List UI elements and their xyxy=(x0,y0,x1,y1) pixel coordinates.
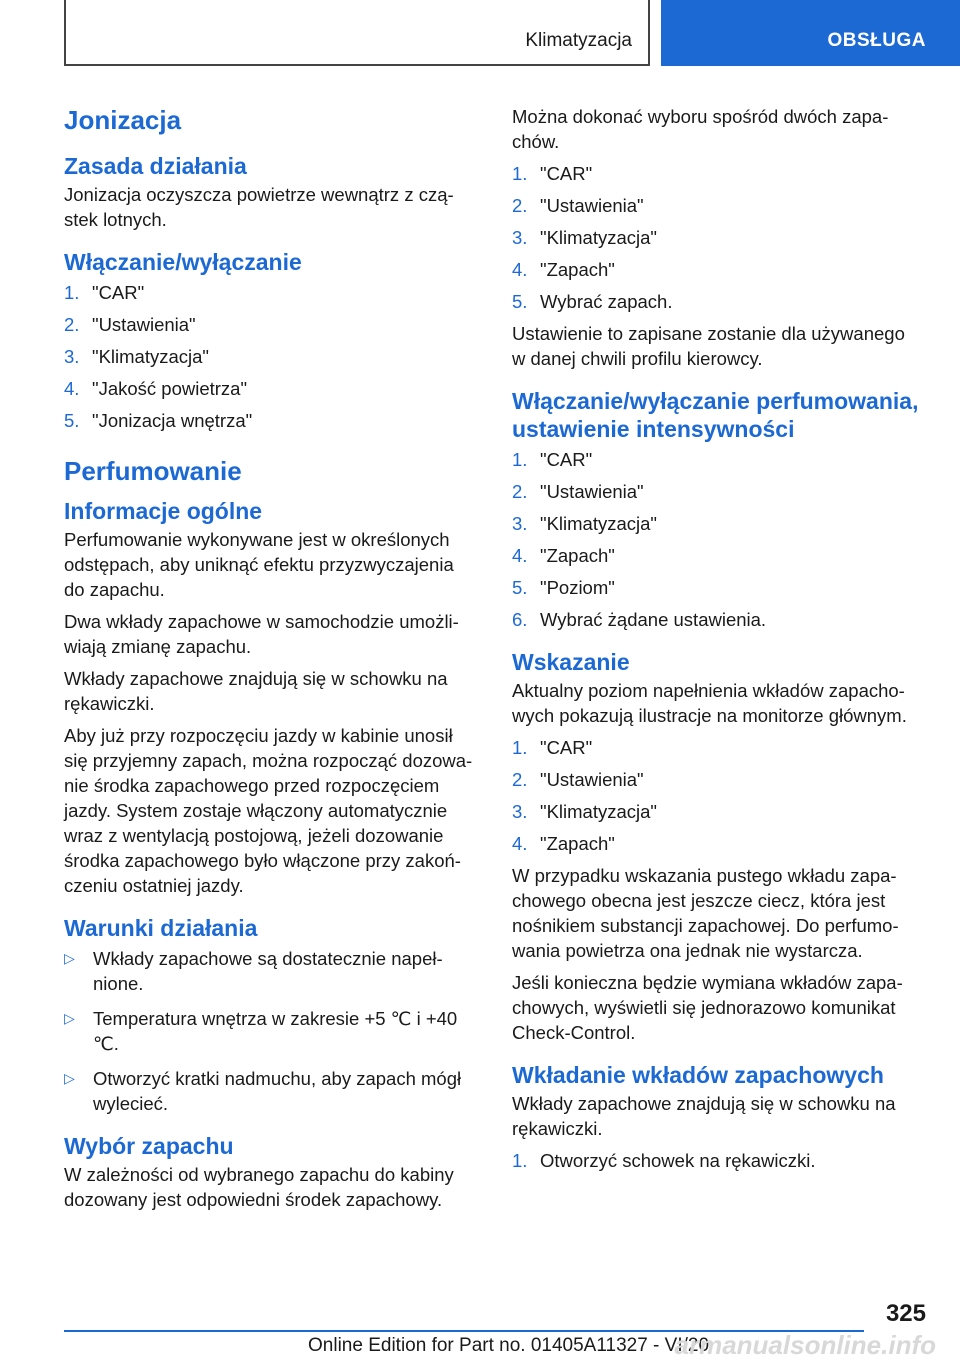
text-intro: Można dokonać wyboru spośród dwóch zapa-chów. xyxy=(512,106,889,152)
list-item: 5. "Poziom" xyxy=(512,577,615,598)
text-wkladanie: Wkłady zapachowe znajdują się w schowku na rękawiczki. xyxy=(512,1093,896,1139)
text-wskazanie: Aktualny poziom napełnienia wkładów zapacho-wych pokazują ilustracje na monitorze głównym. xyxy=(512,680,907,726)
heading-perfumowanie: Perfumowanie xyxy=(64,456,242,486)
text-wskazanie-cc: Jeśli konieczna będzie wymiana wkładów zapa-chowych, wyświetli się jednorazowo komunikat Check-Control. xyxy=(512,972,903,1043)
steps-wkladanie xyxy=(512,1148,922,1173)
list-item: 5. Wybrać zapach. xyxy=(512,291,673,312)
triangle-bullet-icon: ▷ xyxy=(64,1070,75,1086)
list-item: 3. "Klimatyzacja" xyxy=(64,346,209,367)
heading-wkladanie: Wkładanie wkładów zapachowych xyxy=(512,1062,884,1088)
text-info-4: Aby już przy rozpoczęciu jazdy w kabinie unosił się przyjemny zapach, można rozpocząć dozowa-nie środka zapachowego przed rozpoczęciem jazdy. System zostaje włączony automatycznie wraz z wentylacją postojową, jeżeli dozowanie środka zapachowego było włączone przy zakoń-czeniu ostatniej jazdy. xyxy=(64,725,473,896)
left-column xyxy=(64,96,474,1219)
list-item: 1. "CAR" xyxy=(512,163,593,184)
list-item: 2. "Ustawienia" xyxy=(512,481,644,502)
text-zasada: Jonizacja oczyszcza powietrze wewnątrz z czą-stek lotnych. xyxy=(64,184,454,230)
watermark-logo: armanualsonline.info xyxy=(674,1330,936,1360)
header-chapter-tab xyxy=(661,0,960,66)
page-number: 325 xyxy=(885,1300,926,1327)
list-item: 4. "Zapach" xyxy=(512,259,615,280)
list-item: 6. Wybrać żądane ustawienia. xyxy=(512,609,767,630)
heading-jonizacja: Jonizacja xyxy=(64,105,182,135)
heading-wybor: Wybór zapachu xyxy=(64,1133,234,1159)
steps-jonizacja xyxy=(64,280,474,433)
list-item: 1. Otworzyć schowek na rękawiczki. xyxy=(512,1150,816,1171)
heading-informacje: Informacje ogólne xyxy=(64,498,263,524)
heading-wlaczanie: Włączanie/wyłączanie xyxy=(64,249,302,275)
page-header xyxy=(0,0,960,66)
text-wskazanie-empty: W przypadku wskazania pustego wkładu zapa-chowego obecna jest jeszcze ciecz, która jest nośnikiem substancji zapachowej. Do perfumo-wania powietrza ona jednak nie wystarcza. xyxy=(512,865,899,961)
list-item: 1. "CAR" xyxy=(512,737,593,758)
text-wybor: W zależności od wybranego zapachu do kabiny dozowany jest odpowiedni środek zapachowy. xyxy=(64,1164,454,1210)
heading-perf-onoff: Włączanie/wyłączanie perfumowania, ustawienie intensywności xyxy=(512,388,919,442)
list-item: 2. "Ustawienia" xyxy=(64,314,196,335)
header-chapter-label: OBSŁUGA xyxy=(827,30,926,51)
list-item: 2. "Ustawienia" xyxy=(512,195,644,216)
list-item: 2. "Ustawienia" xyxy=(512,769,644,790)
header-section-title: Klimatyzacja xyxy=(525,30,632,51)
footer-edition: Online Edition for Part no. 01405A11327 - VI/20 xyxy=(308,1335,710,1356)
heading-wskazanie: Wskazanie xyxy=(512,649,630,675)
heading-zasada: Zasada działania xyxy=(64,153,247,179)
text-info-1: Perfumowanie wykonywane jest w określonych odstępach, aby uniknąć efektu przyzwyczajenia do zapachu. xyxy=(64,529,454,600)
list-item: ▷ Temperatura wnętrza w zakresie +5 ℃ i +40 ℃. xyxy=(64,1008,458,1054)
right-column xyxy=(512,104,922,1180)
list-item: 3. "Klimatyzacja" xyxy=(512,513,657,534)
text-info-3: Wkłady zapachowe znajdują się w schowku na rękawiczki. xyxy=(64,668,448,714)
triangle-bullet-icon: ▷ xyxy=(64,1010,75,1026)
list-item: ▷ Wkłady zapachowe są dostatecznie napeł-nione. xyxy=(64,948,443,994)
steps-poziom xyxy=(512,447,922,632)
header-frame xyxy=(64,0,650,66)
text-profil: Ustawienie to zapisane zostanie dla używanego w danej chwili profilu kierowcy. xyxy=(512,323,905,369)
triangle-bullet-icon: ▷ xyxy=(64,950,75,966)
list-item: 1. "CAR" xyxy=(64,282,145,303)
list-item: 1. "CAR" xyxy=(512,449,593,470)
conditions-list xyxy=(64,946,474,1116)
list-item: 4. "Zapach" xyxy=(512,833,615,854)
list-item: 4. "Zapach" xyxy=(512,545,615,566)
steps-zapach xyxy=(512,161,922,314)
list-item: ▷ Otworzyć kratki nadmuchu, aby zapach mógł wylecieć. xyxy=(64,1068,462,1114)
list-item: 4. "Jakość powietrza" xyxy=(64,378,248,399)
text-info-2: Dwa wkłady zapachowe w samochodzie umożli-wiają zmianę zapachu. xyxy=(64,611,459,657)
list-item: 5. "Jonizacja wnętrza" xyxy=(64,410,253,431)
heading-warunki: Warunki działania xyxy=(64,915,258,941)
list-item: 3. "Klimatyzacja" xyxy=(512,227,657,248)
list-item: 3. "Klimatyzacja" xyxy=(512,801,657,822)
steps-wskazanie xyxy=(512,735,922,856)
